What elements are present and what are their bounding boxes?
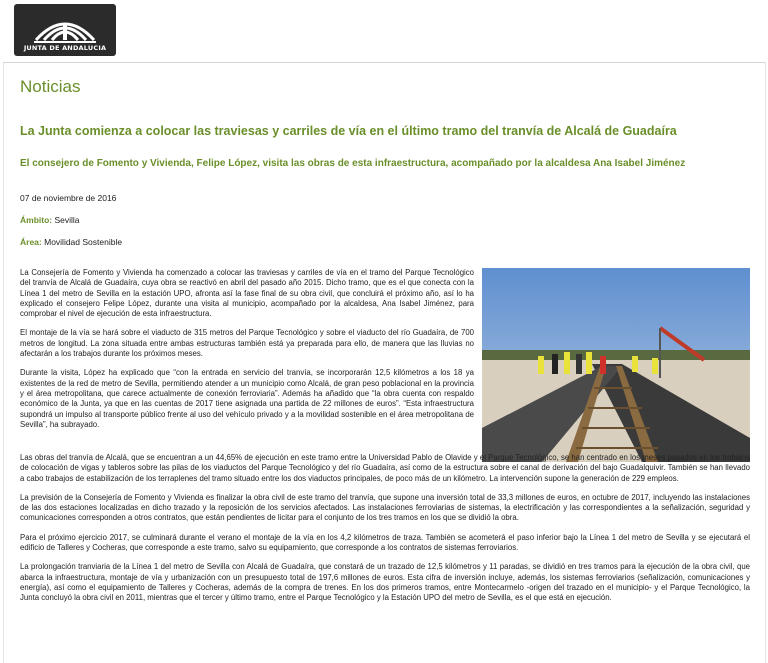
logo-text: JUNTA DE ANDALUCIA <box>23 44 107 52</box>
article-paragraph: La prolongación tranviaria de la Línea 1 del metro de Sevilla con Alcalá de Guadaíra, que constará de un trazado de 12,5 kilómetros y 11 paradas, se dividió en tres tramos para la ejecución de la obra civil, que abarca la infraestructura, montaje de vía y urbanización con un presupuesto total de 197,6 millones de euros. Esta cifra de inversión incluye, además, los sistemas ferroviarios (señalización, comunicaciones y energía), así como el equipamiento de Talleres y Cocheras, además de la compra de trenes. En los dos primeros tramos, entre Montecarmelo -origen del trazado en el municipio- y el Parque Tecnológico, la Junta concluyó la obra civil en 2011, mientras que el tercer y último tramo, entre el Parque Tecnológico y la Estación UPO del metro de Sevilla, es el que está en ejecución. <box>20 562 750 603</box>
article-paragraph: La Consejería de Fomento y Vivienda ha comenzado a colocar las traviesas y carriles de vía en el tramo del Parque Tecnológico del tranvía de Alcalá de Guadaíra, cuya obra se reactivó en abril del pasado año 2015. Dicho tramo, que es el que conecta con la Línea 1 del metro de Sevilla en la estación UPO, afronta así la fase final de su obra civil, que concluirá el próximo año, así lo ha explicado el consejero Felipe López, durante una visita al municipio, acompañado por la alcaldesa, Ana Isabel Jiménez, para comprobar el nivel de ejecución de esta infraestructura. <box>20 268 474 319</box>
article-paragraph: La previsión de la Consejería de Fomento y Vivienda es finalizar la obra civil de este tramo del tranvía, que supone una inversión total de 33,3 millones de euros, en octubre de 2017, incluyendo las instalaciones de las dos estaciones localizadas en dicho trazado y la reposición de los servicios afectados. Las instalaciones ferroviarias de sistemas, la electrificación y las correspondientes a la señalización, seguridad y comunicaciones corresponden a otros contratos, que están pendientes de licitar para el conjunto de los tres tramos en los que se dividió la obra. <box>20 492 750 523</box>
article-area <box>20 237 122 247</box>
article-body-top <box>20 268 750 430</box>
main-content <box>3 62 766 663</box>
article-paragraph: Para el próximo ejercicio 2017, se culminará durante el verano el montaje de la vía en los 4,2 kilómetros de traza. También se acometerá el paso inferior bajo la Línea 1 del metro de Sevilla y se ejecutará el edificio de Talleres y Cocheras, que corresponde a este tramo, salvo su equipamiento, que corresponde a los contratos de sistemas ferroviarios. <box>20 532 750 553</box>
ambito-value[interactable]: Sevilla <box>54 215 80 225</box>
article-paragraph: Durante la visita, López ha explicado que “con la entrada en servicio del tranvía, se incorporarán 12,5 kilómetros a los 18 ya existentes de la red de metro de Sevilla, permitiendo atender a un municipio como Alcalá, de gran peso poblacional en la provincia y el área metropolitana, que carece actualmente de conexión ferroviaria”. Además ha añadido que “la obra cuenta con respaldo económico de la Junta, ya que en las cuentas de 2017 tiene asignada una partida de 22 millones de euros”. “Esta infraestructura supondrá un impulso al transporte público frente al uso del vehículo privado y a la movilidad sostenible en el área metropolitana de Sevilla”, ha subrayado. <box>20 368 474 429</box>
article-headline: La Junta comienza a colocar las traviesas y carriles de vía en el último tramo del tranvía de Alcalá de Guadaíra <box>20 124 677 138</box>
area-value[interactable]: Movilidad Sostenible <box>44 237 123 247</box>
article-paragraph: Las obras del tranvía de Alcalá, que se encuentran a un 44,65% de ejecución en este tramo entre la Universidad Pablo de Olavide y el Parque Tecnológico, se han centrado en los meses pasados en los trabajos de colocación de vigas y tableros sobre las pilas de los viaductos del Parque Tecnológico y del río Guadaíra, así como de la estructura sobre el canal de derivación del bajo Guadalquivir. También se han llevado a cabo trabajos de estabilización de los terraplenes del tramo situado entre los dos viaductos principales, de poco más de un kilómetro. La intervención supone la generación de 229 empleos. <box>20 453 750 483</box>
site-header <box>0 0 768 60</box>
junta-de-andalucia-logo[interactable] <box>14 4 116 56</box>
area-label: Área: <box>20 237 42 247</box>
article-paragraph: El montaje de la vía se hará sobre el viaducto de 315 metros del Parque Tecnológico y sobre el viaducto del río Guadaíra, de 700 metros de longitud. La zona situada entre ambas estructuras también está ya preparada para ello, de manera que las lluvias no afectarán a los trabajos durante los próximos meses. <box>20 328 474 359</box>
article-ambito <box>20 215 80 225</box>
section-title: Noticias <box>20 77 81 96</box>
article-body-bottom <box>20 453 750 604</box>
article-subheadline: El consejero de Fomento y Vivienda, Felipe López, visita las obras de esta infraestructura, acompañado por la alcaldesa Ana Isabel Jiménez <box>20 158 686 169</box>
ambito-label: Ámbito: <box>20 215 53 225</box>
article-date: 07 de noviembre de 2016 <box>20 193 117 203</box>
